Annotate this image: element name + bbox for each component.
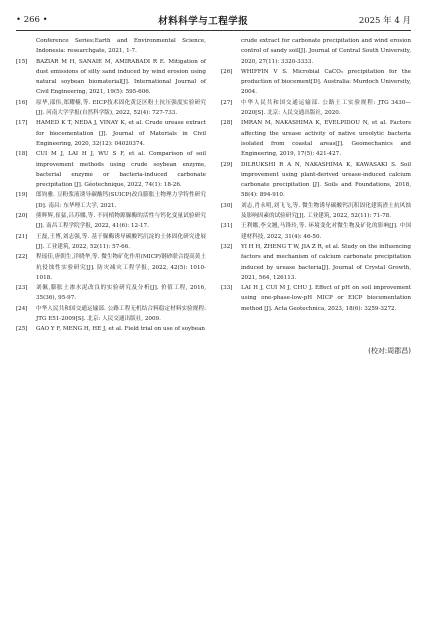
header-rule: [16, 30, 411, 31]
reference-number: [17]: [16, 120, 28, 127]
reference-text: Conference Series:Earth and Environmental Science, Indonesia: researchgate, 2021, 1-7.: [36, 38, 206, 55]
reference-number: [28]: [221, 120, 233, 127]
reference-entry: [221, 98, 411, 119]
references-right-column: [221, 36, 411, 314]
reference-entry: [221, 160, 411, 201]
reference-text: YI H H, ZHENG T W, JIA Z R, et al. Study on the influencing factors and mechanism of calcium carbonate precipitation induced by urease bacteria[J]. Journal of Crystal Growth, 2021, 564, 126113.: [241, 243, 411, 281]
reference-entry: [221, 67, 411, 98]
reference-entry: [16, 190, 206, 211]
reference-number: [25]: [16, 326, 28, 333]
reference-continuation: [221, 36, 411, 67]
reference-text: 程瑶佳,唐朝生,洋晓华,等. 微生物矿化作用(MICP)钢砂联合提高黄土抗侵蚀性实验研究[J]. 防灾减灾工程学报, 2022, 42(5): 1010-1018.: [36, 254, 206, 281]
reference-number: [22]: [16, 254, 28, 261]
reference-text: WHIFFIN V S. Microbial CaCO₃ precipitation for the production of biocement[D]. Australia: Murdoch University, 2004.: [241, 68, 411, 96]
reference-number: [32]: [221, 243, 233, 250]
reference-number: [19]: [16, 192, 28, 199]
reference-text: LAI H J, CUI M J, CHU J. Effect of pH on soil improvement using one-phase-low-pH MICP or EICP biocementation method [J]. Acta Geotechnica, 2023, 18(6): 3259-3272.: [241, 285, 411, 312]
reference-text: BAZIAR M H, SANAIE M, AMIRABADI R E. Mitigation of dust emissions of silty sand induced by wind erosion using natural soybean biomaterial[J]. International Journal of Civil Engineering, 2021, 19(5): 595-606.: [36, 58, 206, 96]
reference-number: [27]: [221, 99, 233, 106]
reference-number: [26]: [221, 68, 233, 75]
reference-text: 郎钧雅. 豆粉浆液诱导碳酸钙(SUICP)改良膨胀土物理力学特性研究[D]. 南昌: 东华理工大学, 2021.: [36, 192, 206, 209]
reference-entry: [221, 201, 411, 222]
reference-entry: [221, 221, 411, 242]
reference-text: DILRUKSHI R A N, NAKASHIMA K, KAWASAKI S. Soil improvement using plant-derived urease-induced calcium carbonate precipitation [J]. Soils and Foundations, 2018, 58(4): 894-910.: [241, 161, 411, 199]
reference-number: [30]: [221, 202, 233, 209]
reference-entry: [16, 252, 206, 283]
reference-number: [15]: [16, 58, 28, 65]
reference-entry: [221, 242, 411, 283]
reference-entry: [16, 283, 206, 304]
reference-text: HAMED K T, NEDA J, VINAY K, et al. Crude urease extract for biocementation [J]. Journal of Materials in Civil Engineering, 2020, 32(12): 04020374.: [36, 120, 206, 147]
reference-entry: [221, 118, 411, 159]
reference-text: 原华,邵伟,郑耀楠,等. EICP技术固化黄泛区粉土抗压强度实验研究[J]. 河南大学学报(自然科学版), 2022, 52(4): 727-733.: [36, 99, 206, 117]
reference-entry: [16, 149, 206, 190]
reference-text: 中华人民共和国交通运输部. 公路工程无机结合料稳定材料实验规程: JTG E51-2009[S]. 北京: 人民交通出版社, 2009.: [36, 305, 206, 323]
journal-title: 材料科学与工程学报: [158, 16, 249, 27]
reference-text: 刘佩,膨胀土渗水泥改良的实验研究及分析[J]. 价值工程, 2016, 35(36), 95-97.: [36, 285, 206, 302]
reference-entry: [16, 98, 206, 119]
reference-number: [31]: [221, 223, 233, 230]
reference-text: 王磊,王博,刘志强,等. 基于脲酶诱导碳酸钙沉淀的土体固化研究进展[J]. 工业建筑, 2022, 52(11): 57-66.: [36, 233, 206, 250]
reference-entry: [16, 118, 206, 149]
running-header: [16, 12, 411, 28]
reference-number: [29]: [221, 161, 233, 168]
reference-text: 王利娜,李文翘,马锋玲,等. 环境变化对微生物及矿化的影响[J]. 中国建材科技, 2022, 31(4): 46-50.: [241, 223, 411, 240]
reference-number: [18]: [16, 151, 28, 158]
reference-text: crude extract for carbonate precipitation and wind erosion control of sandy soil[J]. Journal of Central South University, 2020, 27(11): 3320-3333.: [241, 38, 411, 65]
reference-entry: [16, 324, 206, 334]
reference-number: [16]: [16, 99, 28, 106]
references-left-column: [16, 36, 206, 335]
reference-entry: [16, 57, 206, 98]
reference-entry: [221, 283, 411, 314]
reference-text: CUI M J, LAI H J, WU S F, et al. Comparison of soil improvement methods using crude soybean enzyme, bacterial enzyme or bacteria-induced carbonate precipitation [J]. Géotechnique, 2022, 74(1): 18-26.: [36, 151, 206, 189]
issue-date: 2025 年 4 月: [358, 16, 411, 26]
proofreader-note: (校对:周郡昌): [368, 347, 411, 355]
reference-entry: [16, 304, 206, 325]
reference-text: 熊辉辉,崔猛,吕苏娜,等. 不同植物源脲酶的活性与钙化变量试验研究[J]. 南昌工程学院学报, 2022, 41(6): 12-17.: [36, 213, 206, 230]
reference-number: [33]: [221, 285, 233, 292]
reference-entry: [16, 232, 206, 253]
reference-text: GAO Y F, MENG H, HE J, et al. Field trial on use of soybean: [36, 326, 206, 333]
reference-entry: [16, 211, 206, 232]
reference-number: [21]: [16, 233, 28, 240]
reference-number: [23]: [16, 285, 28, 292]
page-number: • 266 •: [16, 15, 48, 25]
reference-number: [24]: [16, 305, 28, 312]
reference-text: IMRAN M, NAKASHIMA K, EVELPIDOU N, et al. Factors affecting the urease activity of native ureolytic bacteria isolated from coastal areas[J]. Geomechanics and Engineering, 2019, 17(5): 421-427.: [241, 120, 411, 158]
reference-text: 刘志,肖永明,刘飞飞,等. 微生物诱导碳酸钙沉积固化建筑渣土抗风蚀及影响因素的试验研究[J]. 工业建筑, 2022, 52(11): 71-78.: [241, 202, 411, 220]
reference-number: [20]: [16, 213, 28, 220]
reference-continuation: [16, 36, 206, 57]
reference-text: 中华人民共和国交通运输部. 公路土工实验规程: JTG 3430—2020[S]. 北京: 人民交通出版社, 2020.: [241, 99, 411, 117]
